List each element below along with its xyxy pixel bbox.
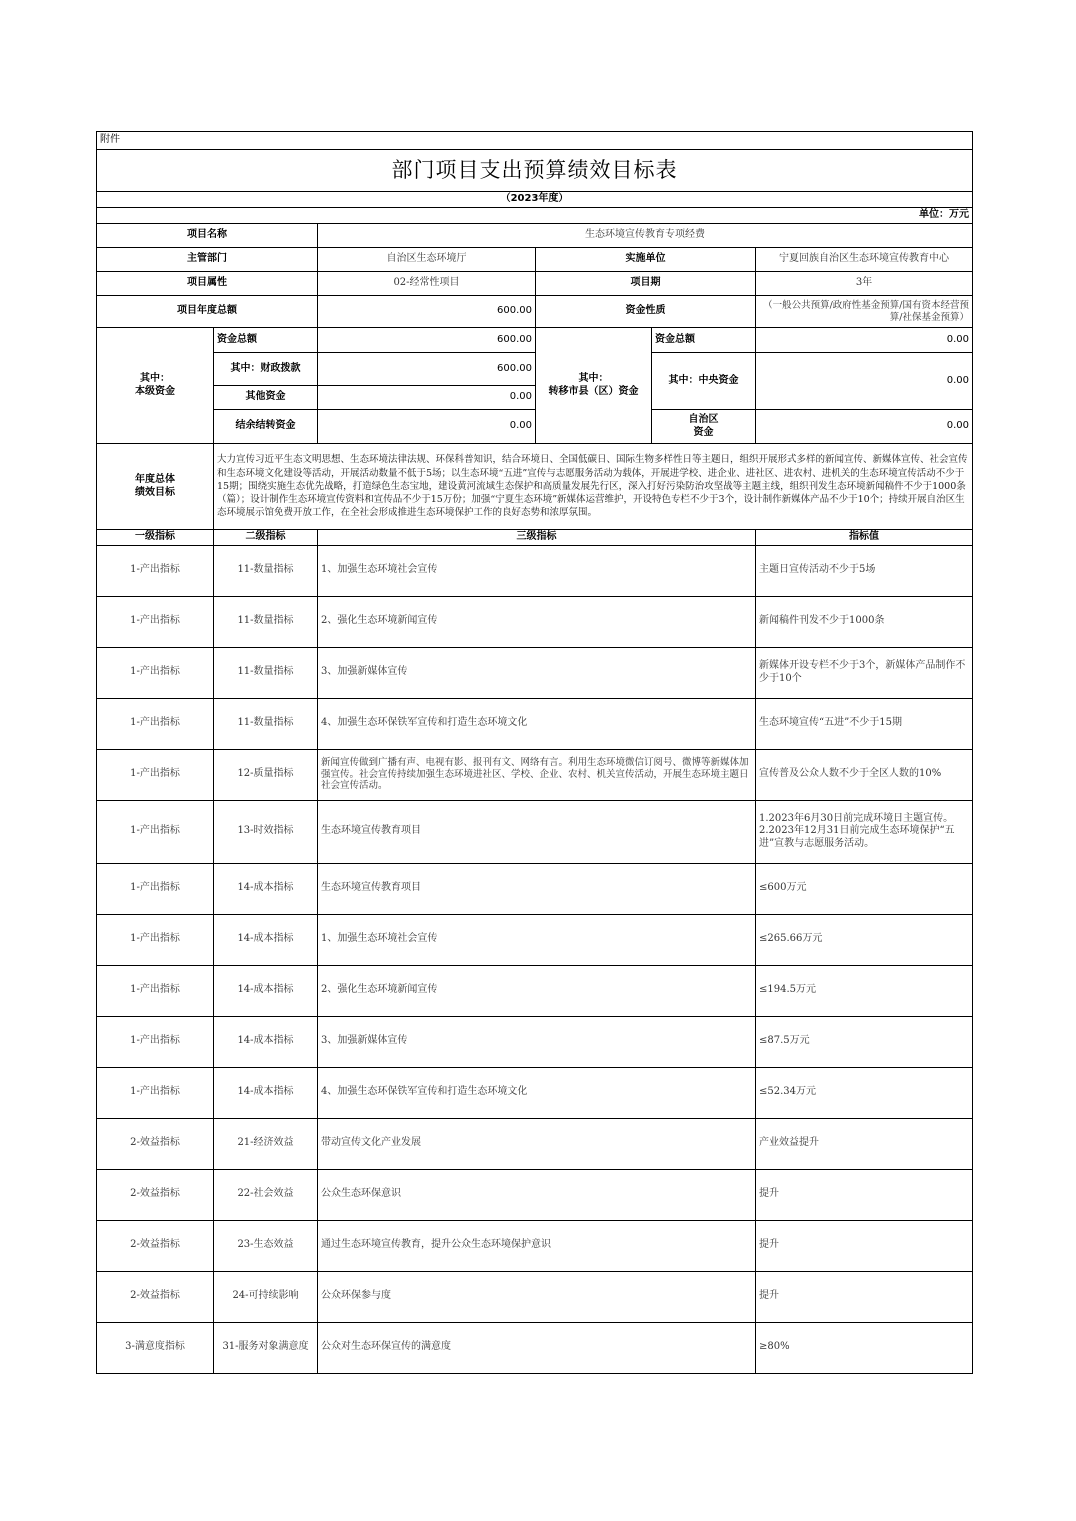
indicator-level2: 11-数量指标	[214, 647, 318, 698]
transfer-funds-group-label: 其中： 转移市县（区）资金	[536, 328, 652, 444]
indicator-level3: 公众对生态环保宣传的满意度	[318, 1322, 756, 1373]
indicator-level3: 4、加强生态环保铁军宣传和打造生态环境文化	[318, 698, 756, 749]
table-row	[97, 1271, 973, 1322]
fund-nature-label: 资金性质	[536, 296, 756, 328]
indicator-value: 宣传普及公众人数不少于全区人数的10%	[756, 749, 973, 800]
indicator-level1: 1-产出指标	[97, 698, 214, 749]
project-name-value: 生态环境宣传教育专项经费	[318, 224, 973, 248]
period-value: 3年	[756, 272, 973, 296]
indicator-value: 主题日宣传活动不少于5场	[756, 545, 973, 596]
indicator-level1: 1-产出指标	[97, 647, 214, 698]
header-level1: 一级指标	[97, 530, 214, 546]
indicator-level3: 通过生态环境宣传教育，提升公众生态环境保护意识	[318, 1220, 756, 1271]
carry-over-label: 结余结转资金	[214, 410, 318, 444]
indicator-level3: 4、加强生态环保铁军宣传和打造生态环境文化	[318, 1067, 756, 1118]
indicator-level2: 24-可持续影响	[214, 1271, 318, 1322]
indicator-level3: 公众环保参与度	[318, 1271, 756, 1322]
carry-over-value: 0.00	[318, 410, 536, 444]
unit-label: 单位：万元	[97, 208, 973, 224]
fund-nature-value: （一般公共预算/政府性基金预算/国有资本经营预算/社保基金预算）	[756, 296, 973, 328]
central-label: 其中：中央资金	[652, 353, 756, 410]
indicator-value: ≤600万元	[756, 863, 973, 914]
indicator-level2: 13-时效指标	[214, 800, 318, 863]
table-row	[97, 596, 973, 647]
transfer-total-label: 资金总额	[652, 328, 756, 353]
year-label: （2023年度）	[97, 192, 973, 208]
indicator-level1: 1-产出指标	[97, 1016, 214, 1067]
indicator-value: ≤87.5万元	[756, 1016, 973, 1067]
table-row	[97, 647, 973, 698]
indicator-level2: 14-成本指标	[214, 1016, 318, 1067]
table-row	[97, 800, 973, 863]
table-row	[97, 863, 973, 914]
indicator-level1: 1-产出指标	[97, 545, 214, 596]
header-level2: 二级指标	[214, 530, 318, 546]
indicator-level3: 2、强化生态环境新闻宣传	[318, 965, 756, 1016]
indicator-value: ≤52.34万元	[756, 1067, 973, 1118]
header-level3: 三级指标	[318, 530, 756, 546]
indicator-value: ≤265.66万元	[756, 914, 973, 965]
goal-label: 年度总体 绩效目标	[97, 444, 214, 530]
indicator-level1: 3-满意度指标	[97, 1322, 214, 1373]
indicator-value: 生态环境宣传“五进”不少于15期	[756, 698, 973, 749]
indicator-level3: 带动宣传文化产业发展	[318, 1118, 756, 1169]
indicator-level3: 3、加强新媒体宣传	[318, 1016, 756, 1067]
indicator-level3: 新闻宣传做到广播有声、电视有影、报刊有文、网络有言。利用生态环境微信订阅号、微博等新媒体加强宣传。社会宣传持续加强生态环境进社区、学校、企业、农村、机关宣传活动，开展生态环境主题日社会宣传活动。	[318, 749, 756, 800]
table-row	[97, 1067, 973, 1118]
dept-value: 自治区生态环境厅	[318, 248, 536, 272]
attr-value: 02-经常性项目	[318, 272, 536, 296]
indicator-value: ≥80%	[756, 1322, 973, 1373]
goal-text: 大力宣传习近平生态文明思想、生态环境法律法规、环保科普知识，结合环境日、全国低碳日、国际生物多样性日等主题日，组织开展形式多样的新闻宣传、新媒体宣传、社会宣传和生态环境文化建设等活动，开展活动数量不低于5场；以生态环境“五进”宣传与志愿服务活动为载体，开展进学校、进企业、进社区、进农村、进机关的生态环境宣传活动不少于15期；围绕实施生态优先战略，打造绿色生态宝地，建设黄河流域生态保护和高质量发展先行区，深入打好污染防治攻坚战等主题主线，组织刊发生态环境新闻稿件不少于1000条（篇）；设计制作生态环境宣传资料和宣传品不少于15万份；加强“宁夏生态环境”新媒体运营维护，开设特色专栏不少于3个，设计制作新媒体产品不少于10个；持续开展自治区生态环境展示馆免费开放工作，在全社会形成推进生态环境保护工作的良好态势和浓厚氛围。	[214, 444, 973, 530]
indicator-level3: 生态环境宣传教育项目	[318, 800, 756, 863]
indicator-value	[756, 800, 973, 863]
indicator-level2: 12-质量指标	[214, 749, 318, 800]
indicator-level3: 1、加强生态环境社会宣传	[318, 914, 756, 965]
local-total-value: 600.00	[318, 328, 536, 353]
indicator-level2: 11-数量指标	[214, 545, 318, 596]
local-funds-group-label: 其中： 本级资金	[97, 328, 214, 444]
indicator-rows	[97, 545, 973, 1373]
project-name-label: 项目名称	[97, 224, 318, 248]
indicator-level3: 2、强化生态环境新闻宣传	[318, 596, 756, 647]
performance-target-sheet	[96, 131, 972, 1374]
fiscal-label: 其中：财政拨款	[214, 353, 318, 386]
indicator-level3: 公众生态环保意识	[318, 1169, 756, 1220]
impl-value: 宁夏回族自治区生态环境宣传教育中心	[756, 248, 973, 272]
indicator-value: ≤194.5万元	[756, 965, 973, 1016]
indicator-level2: 14-成本指标	[214, 965, 318, 1016]
indicator-value: 提升	[756, 1271, 973, 1322]
fiscal-value: 600.00	[318, 353, 536, 386]
local-total-label: 资金总额	[214, 328, 318, 353]
budget-performance-table	[96, 131, 973, 1374]
header-value: 指标值	[756, 530, 973, 546]
indicator-level1: 2-效益指标	[97, 1118, 214, 1169]
indicator-level2: 14-成本指标	[214, 863, 318, 914]
dept-label: 主管部门	[97, 248, 318, 272]
annual-total-value: 600.00	[318, 296, 536, 328]
attr-label: 项目属性	[97, 272, 318, 296]
indicator-level1: 1-产出指标	[97, 914, 214, 965]
indicator-level1: 1-产出指标	[97, 596, 214, 647]
indicator-level1: 2-效益指标	[97, 1271, 214, 1322]
indicator-value: 提升	[756, 1220, 973, 1271]
indicator-value: 提升	[756, 1169, 973, 1220]
annual-total-label: 项目年度总额	[97, 296, 318, 328]
indicator-level2: 21-经济效益	[214, 1118, 318, 1169]
indicator-level2: 23-生态效益	[214, 1220, 318, 1271]
table-row	[97, 698, 973, 749]
indicator-value: 产业效益提升	[756, 1118, 973, 1169]
table-row	[97, 965, 973, 1016]
region-funds-label: 自治区 资金	[652, 410, 756, 444]
table-row	[97, 1118, 973, 1169]
indicator-value-line: 1.2023年6月30日前完成环境日主题宣传。	[759, 812, 954, 824]
indicator-level1: 1-产出指标	[97, 1067, 214, 1118]
page-title: 部门项目支出预算绩效目标表	[97, 150, 973, 192]
table-row	[97, 1322, 973, 1373]
table-row	[97, 545, 973, 596]
indicator-level2: 22-社会效益	[214, 1169, 318, 1220]
other-funds-value: 0.00	[318, 386, 536, 410]
region-funds-value: 0.00	[756, 410, 973, 444]
indicator-level1: 2-效益指标	[97, 1220, 214, 1271]
table-row	[97, 914, 973, 965]
central-value: 0.00	[756, 353, 973, 410]
indicator-level2: 31-服务对象满意度	[214, 1322, 318, 1373]
indicator-level1: 1-产出指标	[97, 965, 214, 1016]
other-funds-label: 其他资金	[214, 386, 318, 410]
table-row	[97, 1220, 973, 1271]
indicator-value: 新媒体开设专栏不少于3个，新媒体产品制作不少于10个	[756, 647, 973, 698]
indicator-level2: 11-数量指标	[214, 596, 318, 647]
indicator-level3: 生态环境宣传教育项目	[318, 863, 756, 914]
indicator-level2: 14-成本指标	[214, 1067, 318, 1118]
attachment-label: 附件	[97, 132, 973, 150]
impl-label: 实施单位	[536, 248, 756, 272]
indicator-level3: 3、加强新媒体宣传	[318, 647, 756, 698]
table-row	[97, 1016, 973, 1067]
period-label: 项目期	[536, 272, 756, 296]
table-row	[97, 749, 973, 800]
indicator-value-line: 2.2023年12月31日前完成生态环境保护“五进”宣教与志愿服务活动。	[759, 825, 955, 849]
transfer-total-value: 0.00	[756, 328, 973, 353]
indicator-level2: 11-数量指标	[214, 698, 318, 749]
indicator-level1: 2-效益指标	[97, 1169, 214, 1220]
indicator-level3: 1、加强生态环境社会宣传	[318, 545, 756, 596]
indicator-value: 新闻稿件刊发不少于1000条	[756, 596, 973, 647]
table-row	[97, 1169, 973, 1220]
indicator-level1: 1-产出指标	[97, 863, 214, 914]
indicator-level2: 14-成本指标	[214, 914, 318, 965]
indicator-level1: 1-产出指标	[97, 749, 214, 800]
indicator-level1: 1-产出指标	[97, 800, 214, 863]
